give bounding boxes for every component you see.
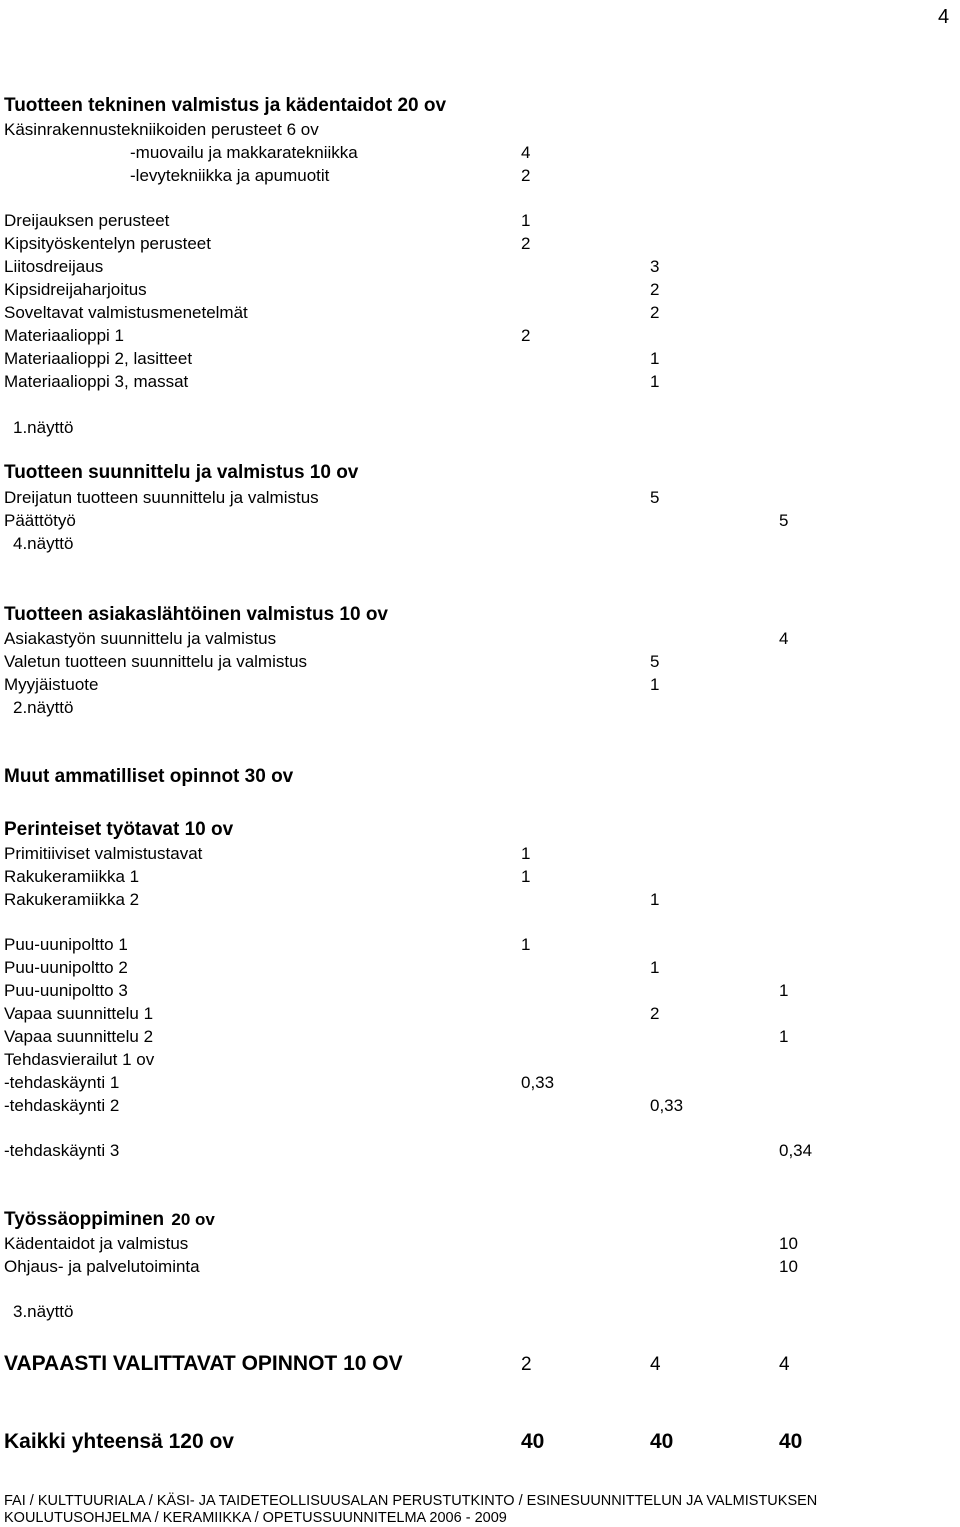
course-row: Tehdasvierailut 1 ov [4,1050,155,1069]
course-row: Dreijauksen perusteet [4,211,170,230]
course-row: Materiaalioppi 2, lasitteet [4,349,193,368]
naytto-label: 4.näyttö [13,534,74,553]
course-value: 0,33 [650,1096,684,1115]
course-row: -tehdaskäynti 2 [4,1096,120,1115]
course-value: 2 [650,1004,660,1023]
course-value: 1 [650,675,660,694]
course-row: -tehdaskäynti 1 [4,1073,120,1092]
course-row: Puu-uunipoltto 2 [4,958,128,977]
course-row: Puu-uunipoltto 3 [4,981,128,1000]
course-row: Rakukeramiikka 1 [4,867,140,886]
course-value: 5 [650,652,660,671]
total-value: 40 [779,1430,803,1453]
course-value: 1 [521,844,531,863]
course-value: 4 [521,143,531,162]
course-row: Liitosdreijaus [4,257,104,276]
section-title-ov: 20 ov [171,1210,215,1229]
course-row: Myyjäistuote [4,675,99,694]
course-row: Soveltavat valmistusmenetelmät [4,303,248,322]
course-value: 1 [521,211,531,230]
course-row: -tehdaskäynti 3 [4,1141,120,1160]
section-title [4,1209,215,1231]
course-row: Valetun tuotteen suunnittelu ja valmistus [4,652,308,671]
course-value: 10 [779,1234,798,1253]
course-value: 1 [779,1027,789,1046]
section-title: VAPAASTI VALITTAVAT OPINNOT 10 OV [4,1352,403,1375]
subsection-title: Käsinrakennustekniikoiden perusteet 6 ov [4,120,319,139]
course-value: 0,34 [779,1141,813,1160]
course-value: 2 [650,303,660,322]
course-value: 5 [779,511,789,530]
course-value: 1 [521,935,531,954]
section-title: Tuotteen asiakaslähtöinen valmistus 10 ov [4,604,388,625]
course-value: 4 [779,629,789,648]
course-row: Ohjaus- ja palvelutoiminta [4,1257,200,1276]
course-row: Puu-uunipoltto 1 [4,935,128,954]
course-value: 1 [650,890,660,909]
course-value: 1 [650,349,660,368]
section-title: Muut ammatilliset opinnot 30 ov [4,766,294,787]
page-number: 4 [938,6,950,28]
section-title-text: Työssäoppiminen [4,1209,165,1230]
course-value: 1 [650,958,660,977]
course-row: Päättötyö [4,511,76,530]
course-row: Dreijatun tuotteen suunnittelu ja valmistus [4,488,319,507]
course-row: Materiaalioppi 3, massat [4,372,189,391]
section-title: Kaikki yhteensä 120 ov [4,1430,234,1453]
course-value: 5 [650,488,660,507]
course-row: Materiaalioppi 1 [4,326,125,345]
course-row: Kipsidreijaharjoitus [4,280,147,299]
total-value: 40 [650,1430,674,1453]
course-value: 2 [521,234,531,253]
course-row: Kädentaidot ja valmistus [4,1234,189,1253]
total-value: 40 [521,1430,545,1453]
course-row: Asiakastyön suunnittelu ja valmistus [4,629,277,648]
course-value: 1 [779,981,789,1000]
footer-line: FAI / KULTTUURIALA / KÄSI- JA TAIDETEOLLISUUSALAN PERUSTUTKINTO / ESINESUUNNITTELUN JA VALMISTUKSEN [4,1493,818,1509]
course-value: 1 [521,867,531,886]
naytto-label: 1.näyttö [13,418,74,437]
course-row: Vapaa suunnittelu 2 [4,1027,154,1046]
course-value: 3 [650,257,660,276]
course-row: Kipsityöskentelyn perusteet [4,234,211,253]
section-title: Perinteiset työtavat 10 ov [4,819,234,840]
course-row: Vapaa suunnittelu 1 [4,1004,154,1023]
course-value: 2 [521,166,531,185]
total-value: 4 [779,1354,790,1375]
course-row: -muovailu ja makkaratekniikka [130,143,358,162]
section-title: Tuotteen tekninen valmistus ja kädentaidot 20 ov [4,95,447,116]
footer-line: KOULUTUSOHJELMA / KERAMIIKKA / OPETUSSUUNNITELMA 2006 - 2009 [4,1510,507,1526]
course-row: Rakukeramiikka 2 [4,890,140,909]
total-value: 4 [650,1354,661,1375]
course-row: Primitiiviset valmistustavat [4,844,203,863]
naytto-label: 2.näyttö [13,698,74,717]
section-title: Tuotteen suunnittelu ja valmistus 10 ov [4,462,359,483]
course-value: 2 [650,280,660,299]
course-value: 2 [521,326,531,345]
course-value: 10 [779,1257,798,1276]
course-row: -levytekniikka ja apumuotit [130,166,330,185]
course-value: 0,33 [521,1073,555,1092]
naytto-label: 3.näyttö [13,1302,74,1321]
total-value: 2 [521,1354,532,1375]
course-value: 1 [650,372,660,391]
